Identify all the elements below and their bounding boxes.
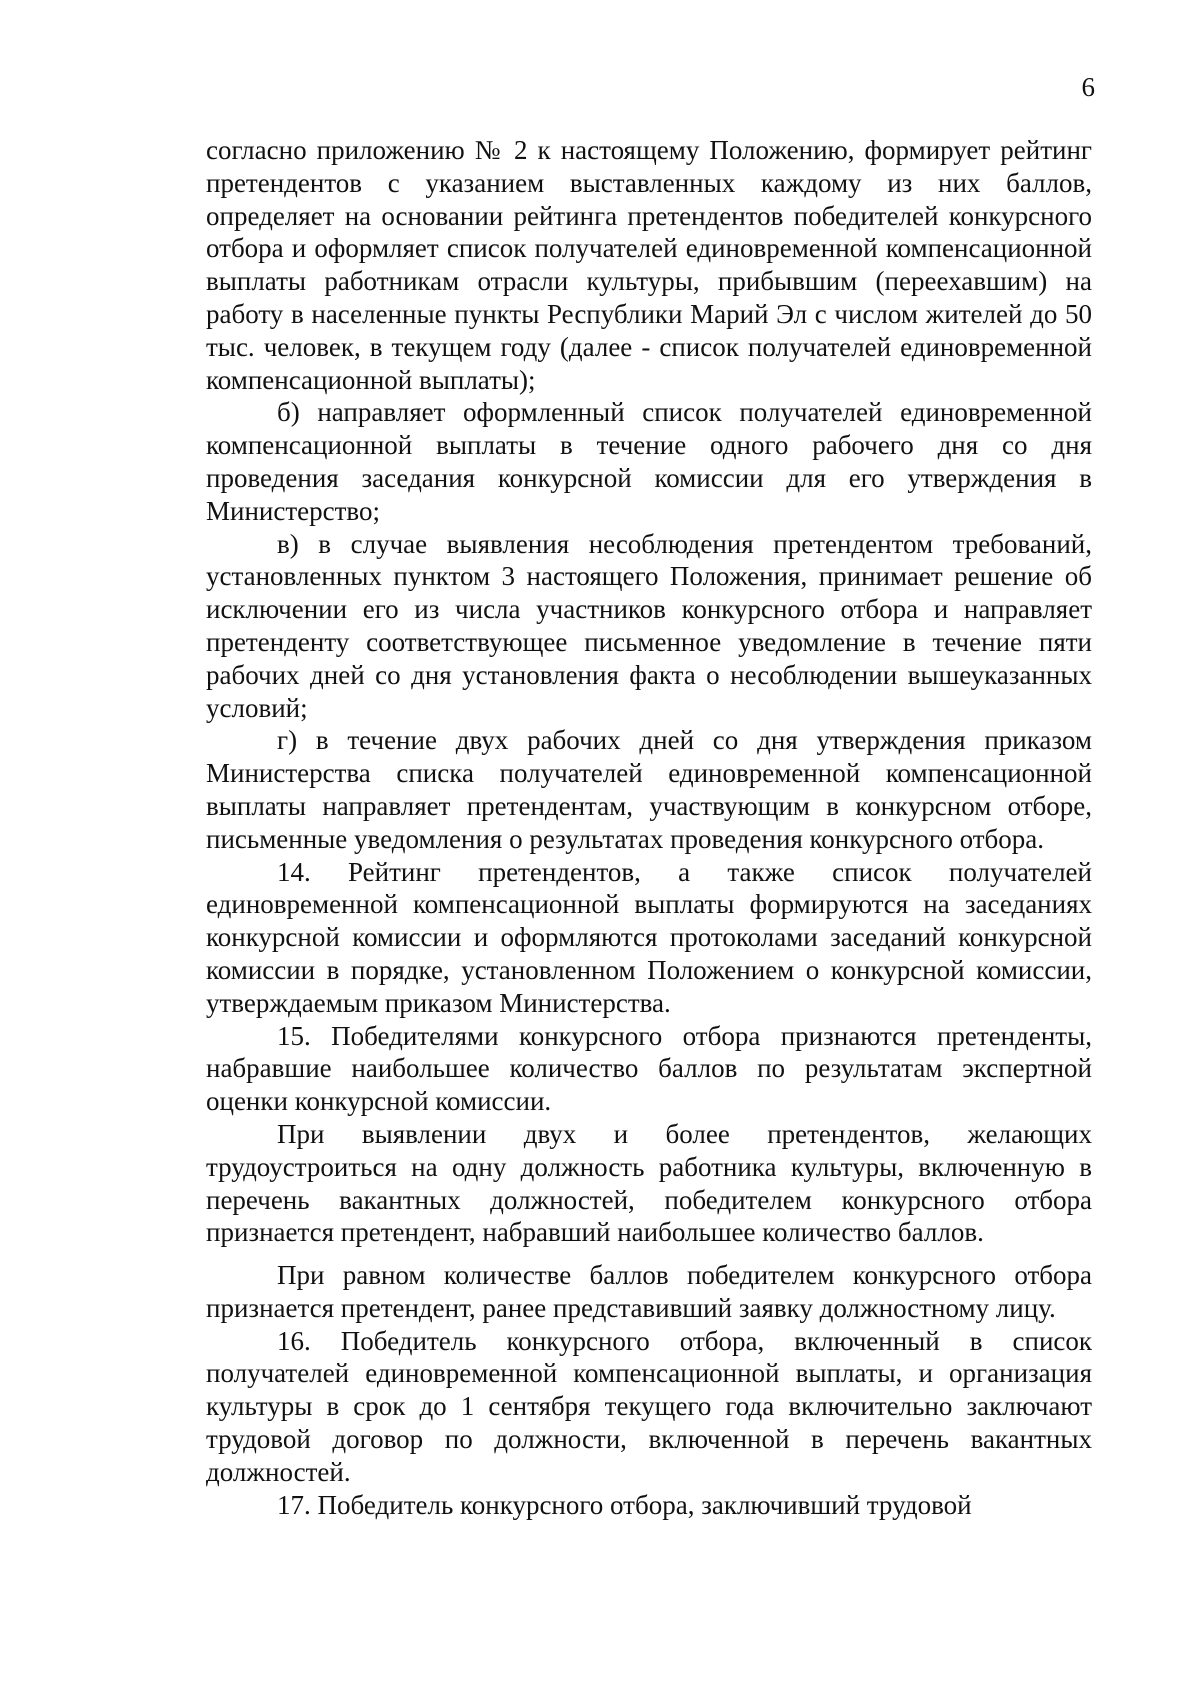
paragraph-item-v: в) в случае выявления несоблюдения претендентом требований, установленных пунктом 3 настоящего Положения, принимает решение об исключении его из числа участников конкурсного отбора и направляет претенденту соответствующее письменное уведомление в течение пяти рабочих дней со дня установления факта о несоблюдении вышеуказанных условий; <box>206 528 1092 723</box>
paragraph-16: 16. Победитель конкурсного отбора, включенный в список получателей единовременной компенсационной выплаты, и организация культуры в срок до 1 сентября текущего года включительно заключают трудовой договор по должности, включенной в перечень вакантных должностей. <box>206 1325 1092 1487</box>
page-number: 6 <box>1081 72 1095 102</box>
paragraph-15-equal-points: При равном количестве баллов победителем конкурсного отбора признается претендент, ранее представивший заявку должностному лицу. <box>206 1260 1092 1323</box>
paragraph-item-g: г) в течение двух рабочих дней со дня утверждения приказом Министерства списка получателей единовременной компенсационной выплаты направляет претендентам, участвующим в конкурсном отборе, письменные уведомления о результатах проведения конкурсного отбора. <box>206 725 1092 854</box>
paragraph-item-b: б) направляет оформленный список получателей единовременной компенсационной выплаты в течение одного рабочего дня со дня проведения заседания конкурсной комиссии для его утверждения в Министерство; <box>206 397 1092 526</box>
paragraph-14: 14. Рейтинг претендентов, а также список получателей единовременной компенсационной выплаты формируются на заседаниях конкурсной комиссии и оформляются протоколами заседаний конкурсной комиссии в порядке, установленном Положением о конкурсной комиссии, утверждаемым приказом Министерства. <box>206 856 1092 1018</box>
paragraph-continuation: согласно приложению № 2 к настоящему Положению, формирует рейтинг претендентов с указанием выставленных каждому из них баллов, определяет на основании рейтинга претендентов победителей конкурсного отбора и оформляет список получателей единовременной компенсационной выплаты работникам отрасли культуры, прибывшим (переехавшим) на работу в населенные пункты Республики Марий Эл с числом жителей до 50 тыс. человек, в текущем году (далее - список получателей единовременной компенсационной выплаты); <box>206 135 1092 395</box>
paragraph-17: 17. Победитель конкурсного отбора, заключивший трудовой <box>277 1489 972 1520</box>
paragraph-15-two-candidates: При выявлении двух и более претендентов, желающих трудоустроиться на одну должность работника культуры, включенную в перечень вакантных должностей, победителем конкурсного отбора признается претендент, набравший наибольшее количество баллов. <box>206 1118 1092 1248</box>
paragraph-15: 15. Победителями конкурсного отбора признаются претенденты, набравшие наибольшее количество баллов по результатам экспертной оценки конкурсной комиссии. <box>206 1020 1092 1117</box>
document-body <box>206 134 1092 1521</box>
